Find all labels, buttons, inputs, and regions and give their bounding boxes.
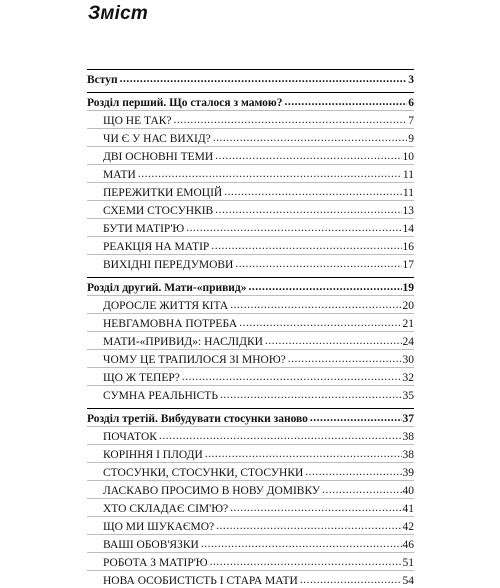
toc-subentry[interactable] <box>87 254 414 272</box>
toc-entry-title: СТОСУНКИ, СТОСУНКИ, СТОСУНКИ <box>103 467 304 479</box>
toc-page-number: 14 <box>402 223 414 235</box>
toc-page-number: 6 <box>408 97 414 109</box>
dot-leader <box>215 204 401 218</box>
toc-subentry[interactable] <box>87 534 414 552</box>
toc-part-entry[interactable] <box>87 92 414 110</box>
toc-page-number: 9 <box>408 133 414 145</box>
dot-leader <box>210 556 402 570</box>
toc-entry-title: МАТИ-«ПРИВИД»: НАСЛІДКИ <box>103 336 263 348</box>
toc-entry-title: КОРІННЯ І ПЛОДИ <box>103 449 203 461</box>
dot-leader <box>201 538 402 552</box>
toc-subentry[interactable] <box>87 480 414 498</box>
toc-entry-title: ПЕРЕЖИТКИ ЕМОЦІЙ <box>103 187 223 199</box>
toc-page-number: 40 <box>402 485 414 497</box>
toc-part-entry[interactable] <box>87 408 414 426</box>
page-title: Зміст <box>88 3 149 24</box>
dot-leader <box>235 258 401 272</box>
toc-entry-title: РЕАКЦІЯ НА МАТІР <box>103 241 210 253</box>
dot-leader <box>186 222 401 236</box>
dot-leader <box>239 317 401 331</box>
toc-entry-title: БУТИ МАТІР'Ю <box>103 223 185 235</box>
dot-leader <box>265 335 402 349</box>
dot-leader <box>159 430 402 444</box>
toc-page-number: 37 <box>402 413 414 425</box>
toc-subentry[interactable] <box>87 128 414 146</box>
dot-leader <box>224 186 402 200</box>
dot-leader <box>220 389 402 403</box>
toc-subentry[interactable] <box>87 331 414 349</box>
toc-entry-title: Розділ третій. Вибудувати стосунки заново <box>87 413 308 425</box>
toc-page-number: 32 <box>402 372 414 384</box>
dot-leader <box>300 574 402 588</box>
toc-entry-title: ВАШІ ОБОВ'ЯЗКИ <box>103 539 199 551</box>
toc-subentry[interactable] <box>87 552 414 570</box>
toc-entry-title: СХЕМИ СТОСУНКІВ <box>103 205 214 217</box>
toc-page-number: 46 <box>402 539 414 551</box>
toc-entry-title: НЕВГАМОВНА ПОТРЕБА <box>103 318 238 330</box>
toc-subentry[interactable] <box>87 110 414 128</box>
toc-subentry[interactable] <box>87 498 414 516</box>
toc-page-number: 17 <box>402 259 414 271</box>
toc-entry-title: ЧИ Є У НАС ВИХІД? <box>103 133 211 145</box>
toc-page-number: 13 <box>402 205 414 217</box>
toc-page-number: 35 <box>402 390 414 402</box>
toc-entry-title: ЩО МИ ШУКАЄМО? <box>103 521 215 533</box>
dot-leader <box>215 150 401 164</box>
dot-leader <box>182 371 402 385</box>
toc-subentry[interactable] <box>87 313 414 331</box>
toc-subentry[interactable] <box>87 146 414 164</box>
dot-leader <box>288 353 402 367</box>
toc-page-number: 7 <box>408 115 414 127</box>
toc-page-number: 54 <box>402 575 414 587</box>
toc-entry-title: ДВІ ОСНОВНІ ТЕМИ <box>103 151 214 163</box>
toc-subentry[interactable] <box>87 426 414 444</box>
toc-entry-title: НОВА ОСОБИСТІСТЬ І СТАРА МАТИ <box>103 575 298 587</box>
toc-subentry[interactable] <box>87 444 414 462</box>
toc-entry-title: МАТИ <box>103 169 136 181</box>
toc-page-number: 16 <box>402 241 414 253</box>
toc-entry-title: ЩО НЕ ТАК? <box>103 115 172 127</box>
toc-page-number: 20 <box>402 300 414 312</box>
toc-entry-title: РОБОТА З МАТІР'Ю <box>103 557 208 569</box>
dot-leader <box>216 520 401 534</box>
toc-page-number: 41 <box>402 503 414 515</box>
toc-entry-title: ЛАСКАВО ПРОСИМО В НОВУ ДОМІВКУ <box>103 485 321 497</box>
toc-page-number: 30 <box>402 354 414 366</box>
dot-leader <box>213 132 407 146</box>
toc-subentry[interactable] <box>87 367 414 385</box>
toc-subentry[interactable] <box>87 182 414 200</box>
toc-page-number: 21 <box>402 318 414 330</box>
toc-part-entry[interactable] <box>87 69 414 87</box>
toc-entry-title: ПОЧАТОК <box>103 431 157 443</box>
toc-entry-title: ВИХІДНІ ПЕРЕДУМОВИ <box>103 259 234 271</box>
toc-page-number: 38 <box>402 431 414 443</box>
toc-page-number: 3 <box>408 74 414 86</box>
dot-leader <box>230 502 401 516</box>
dot-leader <box>310 412 402 426</box>
toc-subentry[interactable] <box>87 570 414 588</box>
toc-subentry[interactable] <box>87 218 414 236</box>
toc-subentry[interactable] <box>87 164 414 182</box>
dot-leader <box>322 484 401 498</box>
toc-part-entry[interactable] <box>87 277 414 295</box>
toc-entry-title: Розділ перший. Що сталося з мамою? <box>87 97 283 109</box>
dot-leader <box>230 299 401 313</box>
toc-entry-title: Вступ <box>87 74 118 86</box>
dot-leader <box>211 240 401 254</box>
dot-leader <box>249 281 402 295</box>
toc-page-number: 11 <box>402 169 414 181</box>
dot-leader <box>205 448 402 462</box>
toc-page-number: 19 <box>402 282 414 294</box>
toc-subentry[interactable] <box>87 516 414 534</box>
toc-entry-title: ЩО Ж ТЕПЕР? <box>103 372 180 384</box>
toc-subentry[interactable] <box>87 200 414 218</box>
toc-page-number: 10 <box>402 151 414 163</box>
dot-leader <box>284 96 407 110</box>
toc-entry-title: ДОРОСЛЕ ЖИТТЯ КІТА <box>103 300 229 312</box>
toc-subentry[interactable] <box>87 349 414 367</box>
toc-page-number: 42 <box>402 521 414 533</box>
dot-leader <box>305 466 401 480</box>
toc-page-number: 11 <box>402 187 414 199</box>
toc-subentry[interactable] <box>87 385 414 403</box>
toc-entry-title: Розділ другий. Мати-«привид» <box>87 282 247 294</box>
toc-page-number: 39 <box>402 467 414 479</box>
dot-leader <box>138 168 402 182</box>
toc-subentry[interactable] <box>87 295 414 313</box>
toc-page-number: 24 <box>402 336 414 348</box>
toc-entry-title: ХТО СКЛАДАЄ СІМ'Ю? <box>103 503 229 515</box>
toc-page-number: 38 <box>402 449 414 461</box>
toc-entry-title: СУМНА РЕАЛЬНІСТЬ <box>103 390 218 402</box>
toc-subentry[interactable] <box>87 462 414 480</box>
toc-entry-title: ЧОМУ ЦЕ ТРАПИЛОСЯ ЗІ МНОЮ? <box>103 354 286 366</box>
table-of-contents <box>87 69 414 588</box>
dot-leader <box>120 73 408 87</box>
toc-subentry[interactable] <box>87 236 414 254</box>
toc-page-number: 51 <box>402 557 414 569</box>
dot-leader <box>174 114 408 128</box>
